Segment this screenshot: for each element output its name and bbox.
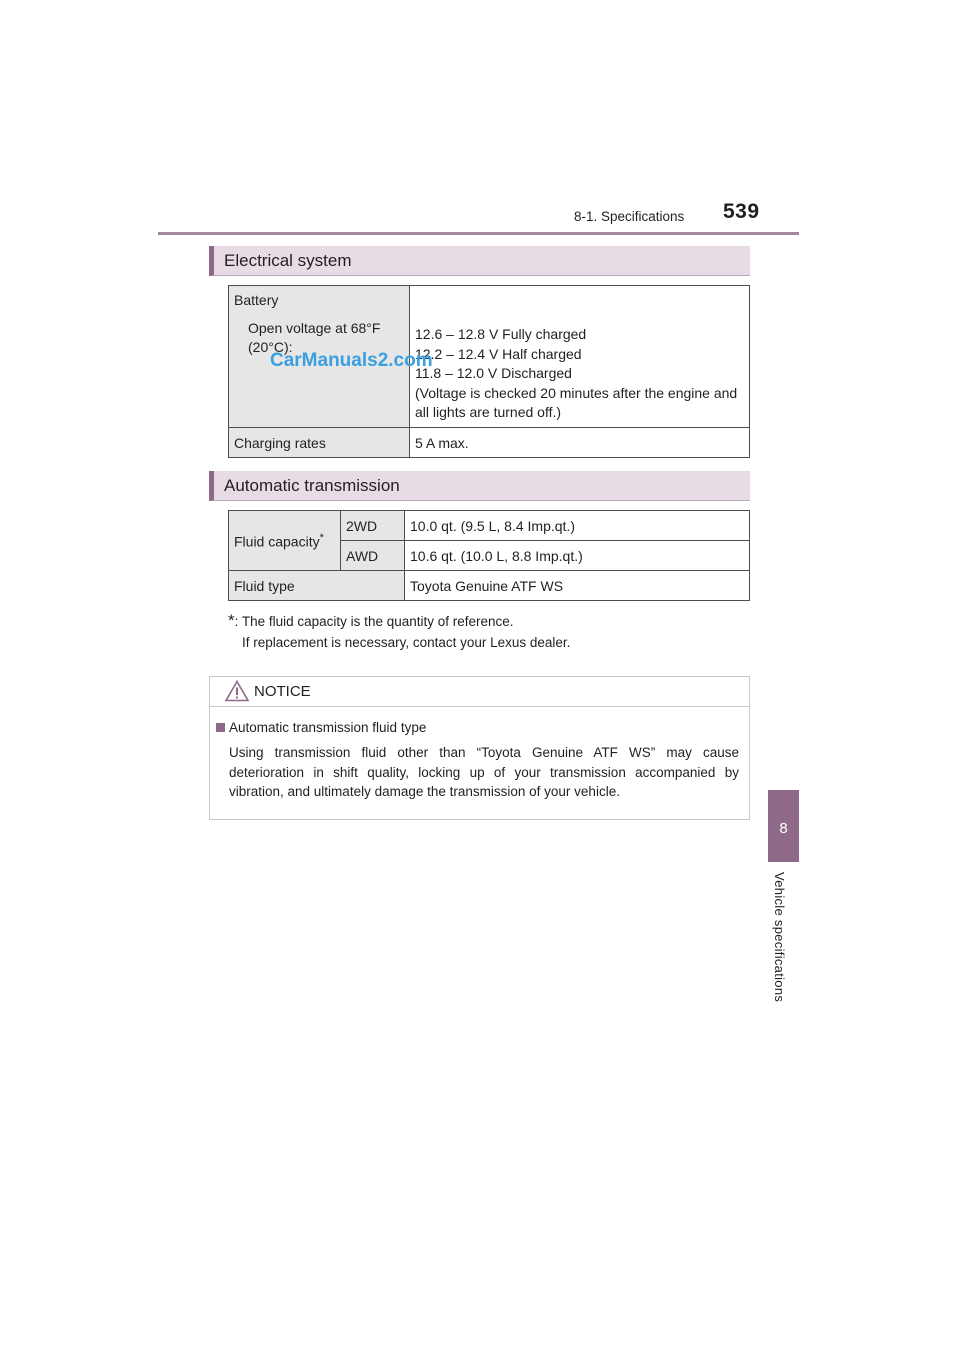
fluid-capacity-value: 10.0 qt. (9.5 L, 8.4 Imp.qt.)	[405, 511, 750, 541]
battery-value-line: 11.8 – 12.0 V Discharged	[415, 365, 572, 381]
fluid-capacity-value: 10.6 qt. (10.0 L, 8.8 Imp.qt.)	[405, 541, 750, 571]
battery-value-line: 12.6 – 12.8 V Fully charged	[415, 326, 587, 342]
notice-subheading-text: Automatic transmission fluid type	[229, 720, 427, 735]
battery-value-line: (Voltage is checked 20 minutes after the engine and	[415, 384, 738, 401]
battery-value-line: all lights are turned off.)	[415, 404, 562, 420]
battery-label: Battery	[234, 292, 279, 308]
footnote-line-2: If replacement is necessary, contact your Lexus dealer.	[242, 635, 571, 650]
chapter-title: Vehicle specifications	[772, 872, 787, 1003]
footnote-marker: *	[319, 531, 324, 544]
section-heading-electrical: Electrical system	[209, 246, 750, 276]
header-rule	[158, 232, 799, 235]
table-row	[229, 428, 750, 458]
footnote	[228, 610, 570, 653]
fluid-type-label: Fluid type	[229, 571, 405, 601]
page-number: 539	[723, 200, 760, 223]
notice-subheading	[216, 720, 426, 735]
battery-value-cell	[410, 286, 750, 428]
charging-value: 5 A max.	[410, 428, 750, 458]
watermark: CarManuals2.com	[270, 350, 433, 371]
running-header-section: 8-1. Specifications	[574, 209, 685, 224]
bullet-square-icon	[216, 723, 225, 732]
section-heading-transmission: Automatic transmission	[209, 471, 750, 501]
chapter-number: 8	[779, 820, 788, 837]
battery-sub-label: Open voltage at 68°F (20°C):	[248, 320, 381, 355]
fluid-capacity-label-cell	[229, 511, 341, 571]
warning-triangle-icon	[225, 680, 249, 702]
drive-type-cell: AWD	[341, 541, 405, 571]
notice-title: NOTICE	[254, 683, 311, 700]
fluid-type-value: Toyota Genuine ATF WS	[405, 571, 750, 601]
drive-type-cell: 2WD	[341, 511, 405, 541]
battery-value-line: 12.2 – 12.4 V Half charged	[415, 345, 582, 362]
table-row	[229, 571, 750, 601]
table-row	[229, 511, 750, 541]
charging-label: Charging rates	[229, 428, 410, 458]
notice-body: Using transmission fluid other than “Toyota Genuine ATF WS” may cause deterioration in shift quality, locking up of your transmission accompanied by vibration, and ultimately damage the transmission of your vehicle.	[229, 745, 739, 799]
footnote-asterisk: *	[228, 611, 235, 630]
footnote-line-1: : The fluid capacity is the quantity of reference.	[234, 614, 514, 629]
fluid-capacity-label: Fluid capacity	[234, 533, 320, 550]
transmission-spec-table	[228, 510, 750, 601]
